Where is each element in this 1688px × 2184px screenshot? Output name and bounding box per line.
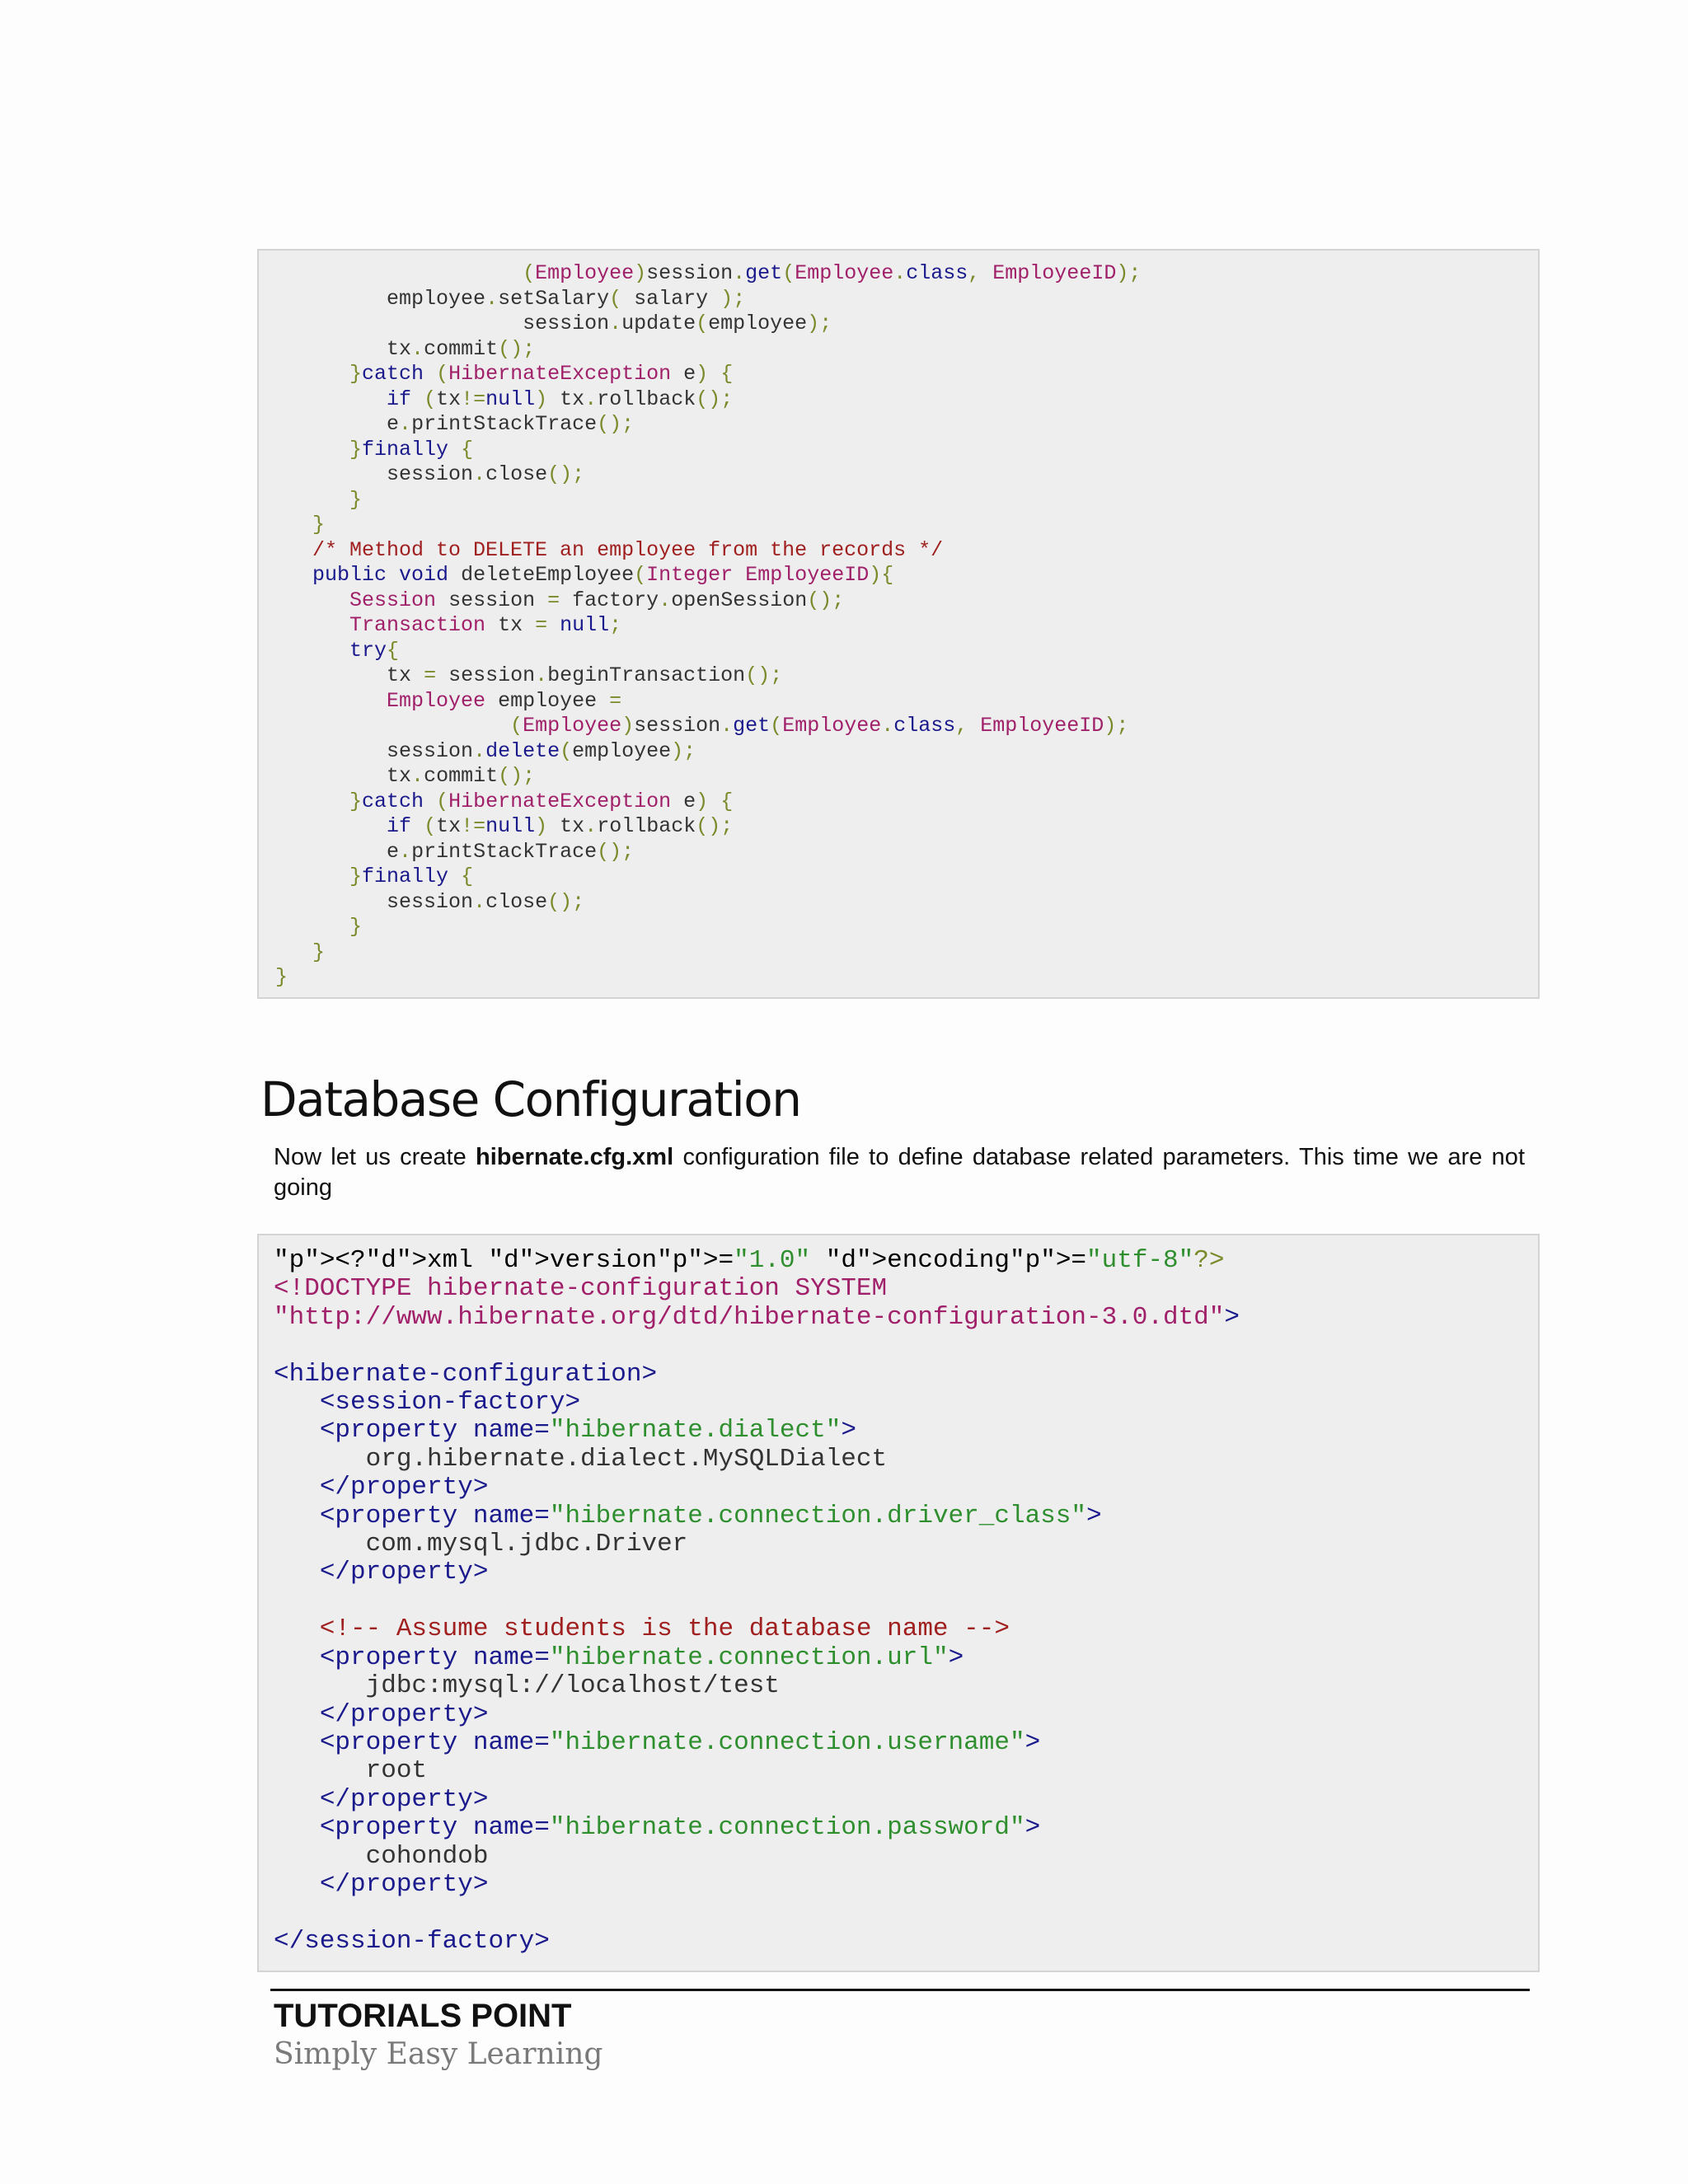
java-code-line: }finally { [349,437,474,462]
java-code-line: session.update(employee); [523,312,832,335]
xml-code-line: <property name="hibernate.connection.password"> [319,1813,1041,1843]
xml-code-line: <property name="hibernate.connection.driver_class"> [319,1501,1102,1530]
xml-code-line: <!-- Assume students is the database name --> [274,1615,1010,1644]
xml-code-line: </property> [319,1473,489,1502]
java-code-line: } [312,940,326,964]
java-code-line: } [349,915,363,939]
java-code-line: public void deleteEmployee(Integer EmployeeID){ [312,563,894,587]
java-code-line: session.delete(employee); [387,738,696,763]
xml-code-line: </property> [319,1699,489,1729]
xml-code-line: <hibernate-configuration> [274,1359,658,1389]
xml-code-line [274,1332,1538,1360]
para-text-suffix: configuration file to define database related parameters. This time we are not going [274,1144,1525,1201]
para-text-prefix: Now let us create [274,1144,476,1170]
java-code-line: e.printStackTrace(); [387,839,635,864]
java-code-line: if (tx!=null) tx.rollback(); [387,387,734,411]
section-paragraph [274,1142,1525,1203]
xml-code-line: <property name="hibernate.connection.username"> [319,1727,1041,1757]
java-code-line: Session session = factory.openSession(); [349,588,845,612]
xml-code-line: org.hibernate.dialect.MySQLDialect [274,1444,888,1474]
java-code-line: if (tx!=null) tx.rollback(); [387,814,734,838]
xml-code-line [274,1587,1538,1615]
java-code-line: e.printStackTrace(); [387,412,635,436]
xml-code-line: </property> [319,1784,489,1814]
java-code-line: tx.commit(); [387,336,536,361]
java-code-block [257,249,1540,999]
xml-code-line: <property name="hibernate.connection.url"> [319,1643,964,1672]
java-code-line: }catch (HibernateException e) { [349,789,734,813]
java-code-line: } [312,513,326,537]
xml-code-line: "http://www.hibernate.org/dtd/hibernate-configuration-3.0.dtd"> [274,1302,1240,1332]
xml-code-line: <!DOCTYPE hibernate-configuration SYSTEM [274,1274,888,1304]
java-code-line: Employee employee = [387,688,622,713]
java-code-line: }finally { [349,865,474,888]
java-code-line: (Employee)session.get(Employee.class, EmployeeID); [523,261,1142,285]
xml-code-line: jdbc:mysql://localhost/test [274,1671,780,1701]
java-code-line: session.close(); [387,462,585,486]
java-code-line: try{ [349,638,400,663]
xml-code-line: root [274,1756,428,1786]
xml-code-line: </session-factory> [274,1926,550,1956]
xml-code-line [274,1899,1538,1927]
xml-code-line: "p"><?"d">xml "d">version"p">="1.0" "d">encoding"p">="utf-8"?> [274,1246,1225,1275]
java-code-line: tx = session.beginTransaction(); [387,663,783,687]
section-heading: Database Configuration [260,1071,801,1127]
xml-code-line: cohondob [274,1841,489,1871]
xml-code-line: </property> [319,1869,489,1899]
java-code-line: } [275,965,288,989]
footer-tagline: Simply Easy Learning [274,2037,603,2071]
xml-code-block [257,1234,1540,1972]
xml-code-line: com.mysql.jdbc.Driver [274,1530,688,1559]
java-code-line: /* Method to DELETE an employee from the records */ [275,537,944,562]
java-code-line: }catch (HibernateException e) { [349,362,734,386]
java-code-line: Transaction tx = null; [349,613,622,637]
xml-code-line: <property name="hibernate.dialect"> [319,1416,856,1446]
java-code-line: tx.commit(); [387,764,536,788]
para-filename: hibernate.cfg.xml [476,1144,674,1170]
java-code-line: (Employee)session.get(Employee.class, EmployeeID); [510,714,1129,738]
xml-code-line: <session-factory> [319,1388,581,1418]
xml-code-line: </property> [319,1558,489,1587]
java-code-line: } [349,487,363,512]
java-code-line: employee.setSalary( salary ); [387,286,746,311]
footer-brand: TUTORIALS POINT [274,1998,572,2034]
java-code-line: session.close(); [387,889,585,914]
footer-divider [270,1989,1530,1991]
